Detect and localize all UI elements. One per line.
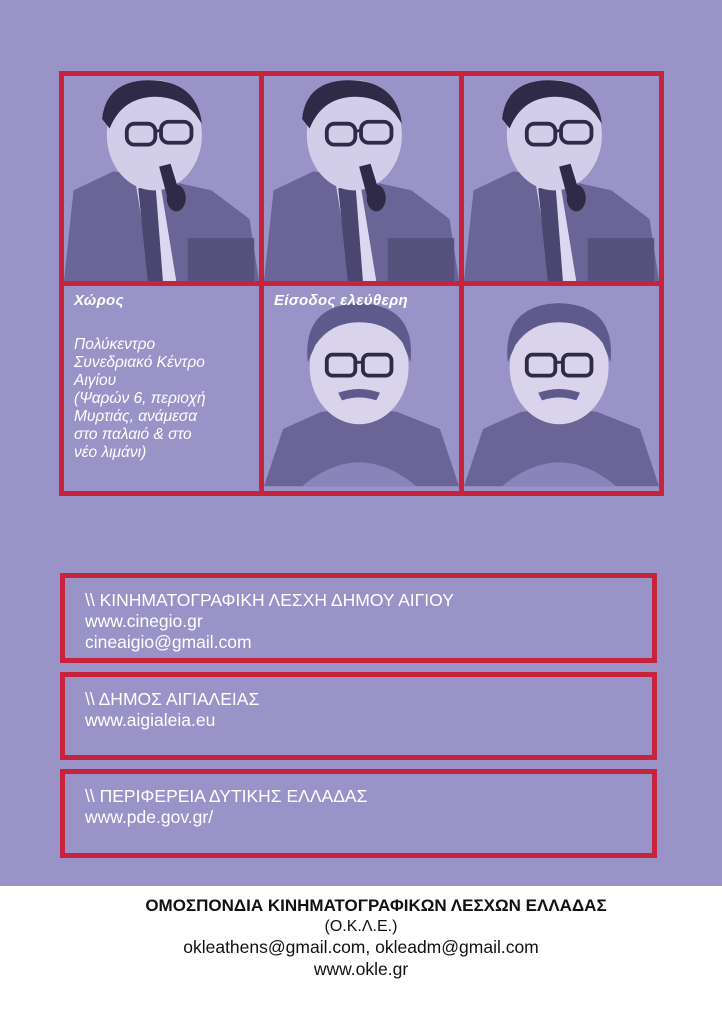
organizer-name: \\ ΚΙΝΗΜΑΤΟΓΡΑΦΙΚΗ ΛΕΣΧΗ ΔΗΜΟΥ ΑΙΓΙΟΥ: [85, 590, 454, 610]
federation-name: ΟΜΟΣΠΟΝΔΙΑ ΚΙΝΗΜΑΤΟΓΡΑΦΙΚΩΝ ΛΕΣΧΩΝ ΕΛΛΑΔΑΣ: [145, 896, 607, 915]
portrait-photo: [464, 76, 659, 281]
organizer-name: \\ ΠΕΡΙΦΕΡΕΙΑ ΔΥΤΙΚΗΣ ΕΛΛΑΔΑΣ: [85, 786, 368, 806]
portrait-photo: [64, 76, 259, 281]
photo-cell-1: [59, 71, 264, 286]
organizer-box-cinegio: [60, 573, 657, 663]
federation-emails[interactable]: okleathens@gmail.com, okleadm@gmail.com: [183, 937, 539, 957]
photo-cell-3: [459, 71, 664, 286]
organizer-website-link[interactable]: www.cinegio.gr: [85, 611, 203, 631]
photo-cell-6: [459, 281, 664, 496]
venue-panel: [59, 281, 264, 496]
entry-panel: [259, 281, 464, 496]
photo-cell-2: [259, 71, 464, 286]
portrait-photo: [464, 286, 659, 491]
venue-title: Χώρος: [74, 292, 124, 309]
federation-abbr: (Ο.Κ.Λ.Ε.): [324, 918, 398, 935]
organizer-box-aigialeia: [60, 672, 657, 760]
organizer-website-link[interactable]: www.pde.gov.gr/: [85, 807, 214, 827]
federation-website-link[interactable]: www.okle.gr: [313, 959, 409, 979]
organizer-email-link[interactable]: cineaigio@gmail.com: [85, 632, 252, 652]
organizer-box-pde: [60, 769, 657, 858]
organizer-name: \\ ΔΗΜΟΣ ΑΙΓΙΑΛΕΙΑΣ: [85, 689, 260, 709]
organizer-website-link[interactable]: www.aigialeia.eu: [85, 710, 216, 730]
portrait-photo: [264, 76, 459, 281]
footer: [0, 886, 722, 1024]
entry-title: Είσοδος ελεύθερη: [274, 292, 408, 309]
portrait-photo: [264, 286, 459, 491]
venue-address: Πολύκεντρο Συνεδριακό Κέντρο Αιγίου (Ψαρών 6, περιοχή Μυρτιάς, ανάμεσα στο παλαιό & στο νέο λιμάνι): [74, 336, 206, 461]
photo-grid: [59, 71, 664, 496]
